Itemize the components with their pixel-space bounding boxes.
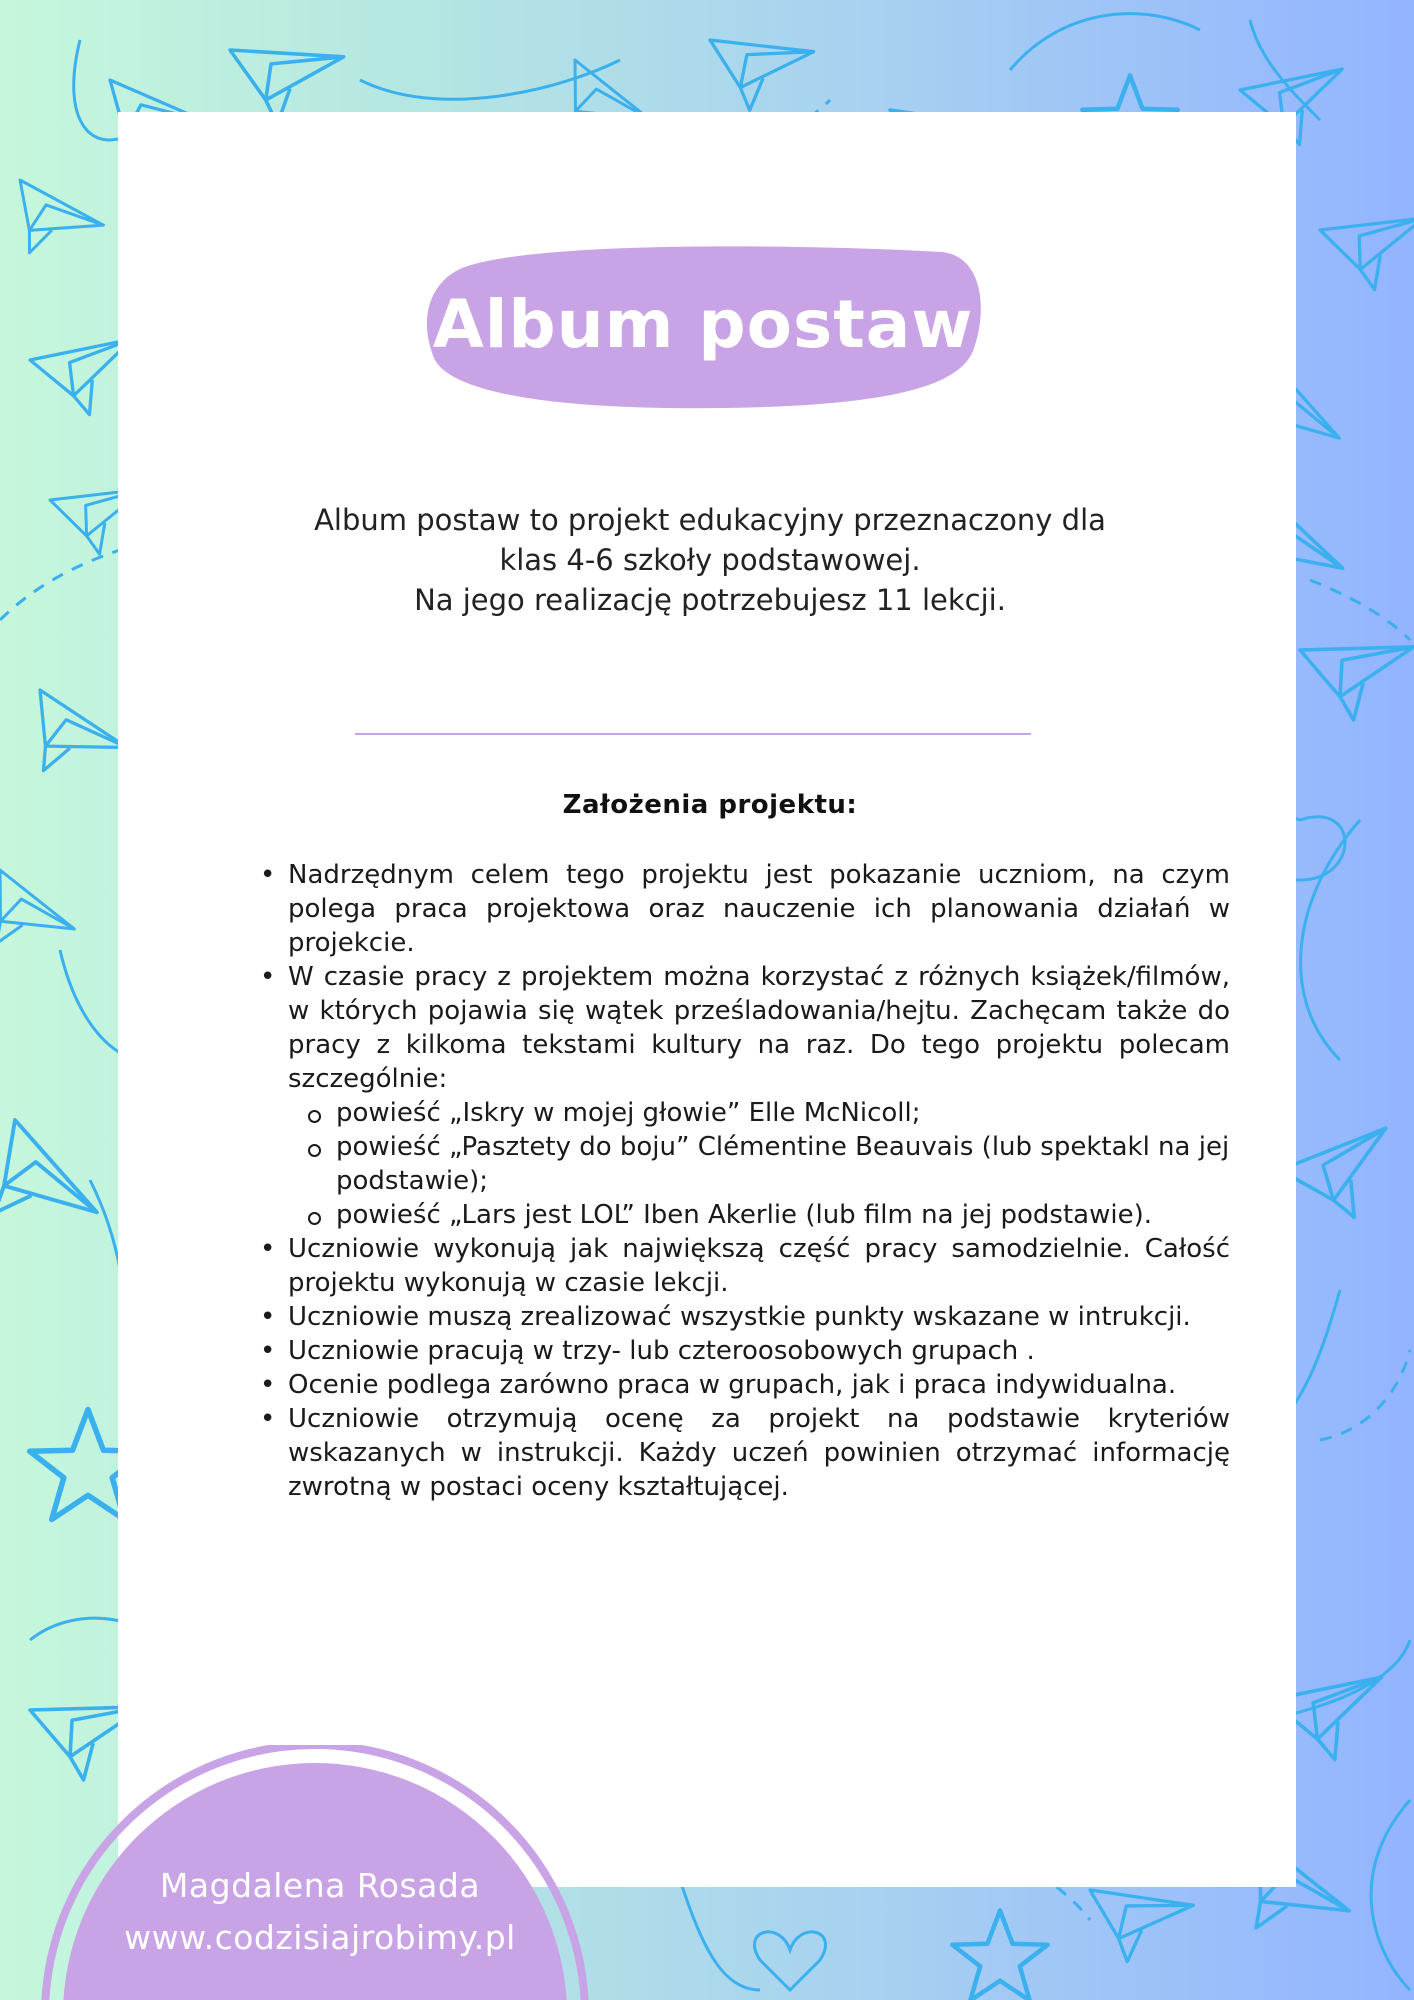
sub-list-item: powieść „Lars jest LOL” Iben Akerlie (lub film na jej podstawie). — [336, 1198, 1230, 1232]
list-item: • Uczniowie muszą zrealizować wszystkie punkty wskazane w intrukcji. — [260, 1300, 1230, 1334]
list-item: • Uczniowie otrzymują ocenę za projekt na podstawie kryteriów wskazanych w instrukcji. Każdy uczeń powinien otrzymać informację zwrotną w postaci oceny kształtującej. — [260, 1402, 1230, 1504]
list-item: • Uczniowie pracują w trzy- lub czteroosobowych grupach . — [260, 1334, 1230, 1368]
section-heading: Założenia projektu: — [562, 790, 858, 820]
list-item: • Nadrzędnym celem tego projektu jest pokazanie uczniom, na czym polega praca projektowa oraz nauczenie ich planowania działań w projekcie. — [260, 858, 1230, 960]
list-item-text: W czasie pracy z projektem można korzystać z różnych książek/filmów, w których pojawia się wątek prześladowania/hejtu. Zachęcam także do pracy z kilkoma tekstami kultury na raz. Do tego projektu polecam szczególnie: — [288, 962, 1230, 1094]
list-item: • Uczniowie wykonują jak największą część pracy samodzielnie. Całość projektu wykonują w czasie lekcji. — [260, 1232, 1230, 1300]
recommended-books-list — [288, 1096, 1230, 1232]
footer — [40, 1860, 600, 1964]
intro-text — [230, 500, 1190, 620]
divider — [355, 733, 1031, 735]
website-link[interactable]: www.codzisiajrobimy.pl — [124, 1918, 516, 1957]
list-item: • Ocenie podlega zarówno praca w grupach, jak i praca indywidualna. — [260, 1368, 1230, 1402]
intro-line: Album postaw to projekt edukacyjny przeznaczony dla — [314, 503, 1106, 537]
intro-line: klas 4-6 szkoły podstawowej. — [499, 543, 921, 577]
sub-list-item: powieść „Iskry w mojej głowie” Elle McNicoll; — [336, 1096, 1230, 1130]
author-name: Magdalena Rosada — [159, 1866, 481, 1905]
intro-line: Na jego realizację potrzebujesz 11 lekcji. — [414, 583, 1006, 617]
page-title: Album postaw — [432, 285, 974, 363]
assumptions-list — [228, 858, 1230, 1504]
list-item — [260, 960, 1230, 1232]
sub-list-item: powieść „Pasztety do boju” Clémentine Beauvais (lub spektakl na jej podstawie); — [336, 1132, 1230, 1196]
